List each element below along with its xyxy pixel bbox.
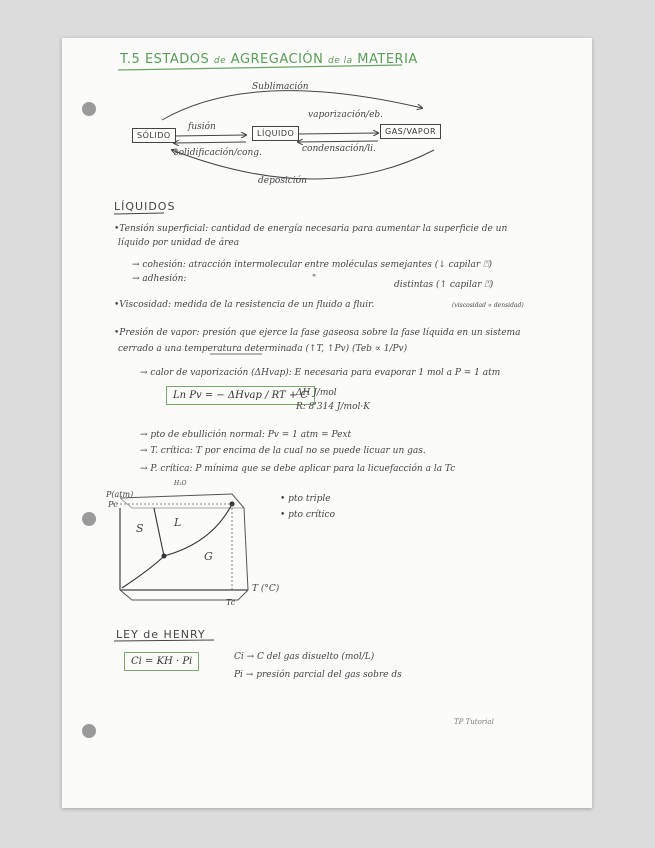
phase-g: G: [204, 550, 213, 563]
critical-temp: → T. crítica: T por encima de la cual no se puede licuar un gas.: [140, 446, 426, 456]
surface-tension: •Tensión superficial: cantidad de energía necesaria para aumentar la superficie de un: [114, 224, 508, 234]
legend-critical: • pto crítico: [280, 510, 336, 520]
henry-ci: Ci → C del gas disuelto (mol/L): [234, 652, 375, 662]
adhesion-distinct: distintas (↑ capilar ⍞): [394, 280, 494, 290]
label-condensation: condensación/li.: [302, 144, 376, 154]
state-gas: GAS/VAPOR: [380, 124, 441, 139]
phase-pc: Pc: [108, 500, 118, 509]
label-sublimation: Sublimación: [252, 82, 309, 92]
adhesion-ditto: ": [312, 274, 317, 284]
viscosity: •Viscosidad: medida de la resistencia de un fluido a fluir.: [114, 300, 375, 310]
clausius-formula: Ln Pv = − ΔHvap / RT + C: [166, 386, 315, 405]
vapor-pressure-cont: cerrado a una temperatura determinada (↑T, ↑Pv) (Teb ∝ 1/Pv): [118, 344, 408, 354]
state-liquid: LÍQUIDO: [252, 126, 299, 141]
boiling-point: → pto de ebullición normal: Pv = 1 atm = Pext: [140, 430, 352, 440]
henry-formula: Ci = KH · Pi: [124, 652, 199, 671]
label-solidification: solidificación/cong.: [174, 148, 262, 158]
heading-liquids: LÍQUIDOS: [114, 200, 176, 213]
vapor-pressure: •Presión de vapor: presión que ejerce la fase gaseosa sobre la fase líquida en un sistema: [114, 328, 521, 338]
page-title: T.5 ESTADOS de AGREGACIÓN de la MATERIA: [120, 52, 418, 67]
phase-p-axis: P(atm): [106, 490, 134, 499]
label-deposition: deposición: [258, 176, 307, 186]
state-solid: SÓLIDO: [132, 128, 176, 143]
heat-vaporization: → calor de vaporización (ΔHvap): E necesaria para evaporar 1 mol a P = 1 atm: [140, 368, 501, 378]
viscosity-note: (viscosidad ∝ densidad): [452, 302, 524, 309]
notebook-page: [62, 38, 592, 808]
surface-tension-cont: líquido por unidad de área: [118, 238, 240, 248]
phase-t-axis: T (°C): [252, 584, 280, 594]
units-dh: ΔH J/mol: [296, 388, 337, 398]
phase-tc: Tc: [226, 598, 236, 607]
adhesion: → adhesión:: [132, 274, 187, 284]
units-r: R: 8'314 J/mol·K: [296, 402, 370, 412]
henry-pi: Pi → presión parcial del gas sobre ds: [234, 670, 402, 680]
heading-henry: LEY de HENRY: [116, 628, 206, 641]
phase-l: L: [174, 516, 182, 529]
phase-h2o: H₂O: [174, 480, 187, 487]
signature: TP Tutorial: [454, 718, 494, 726]
critical-pressure: → P. crítica: P mínima que se debe aplicar para la licuefacción a la Tc: [140, 464, 456, 474]
label-vaporization: vaporización/eb.: [308, 110, 384, 120]
label-fusion: fusión: [188, 122, 216, 132]
cohesion: → cohesión: atracción intermolecular entre moléculas semejantes (↓ capilar ⍞): [132, 260, 492, 270]
phase-s: S: [136, 522, 144, 535]
legend-triple: • pto triple: [280, 494, 331, 504]
